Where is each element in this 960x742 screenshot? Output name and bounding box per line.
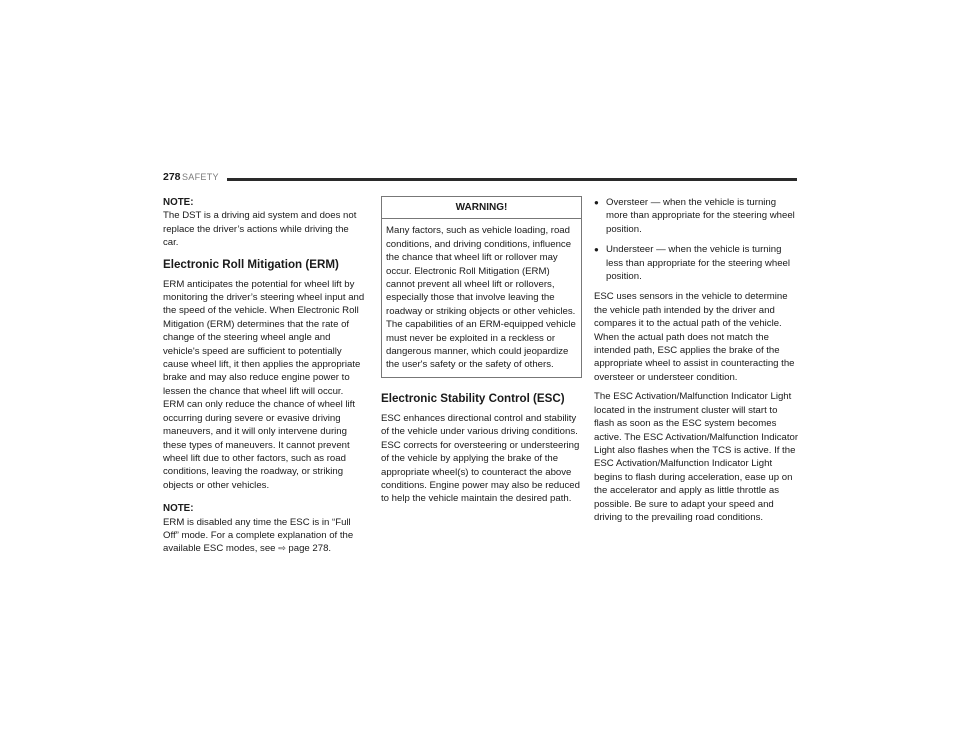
list-item <box>594 243 799 283</box>
header-rule <box>227 178 797 181</box>
warning-text: Many factors, such as vehicle loading, road conditions, and driving conditions, influence the chance that wheel lift or rollover may occur. Electronic Roll Mitigation (ERM) cannot prevent all wheel lift or rollovers, especially those that involve leaving the roadway or striking objects or other vehicles. The capabilities of an ERM-equipped vehicle must never be exploited in a reckless or dangerous manner, which could jeopardize the user's safety or the safety of others. <box>386 225 576 371</box>
column-right <box>594 196 799 530</box>
esc-heading: Electronic Stability Control (ESC) <box>381 391 565 405</box>
section-label: SAFETY <box>182 172 219 182</box>
bullet-icon: ● <box>594 198 599 207</box>
page-number: 278 <box>163 171 181 183</box>
column-middle <box>381 196 581 512</box>
note-label: NOTE: <box>163 197 194 208</box>
esc-paragraph: ESC enhances directional control and stability of the vehicle under various driving conditions. ESC corrects for oversteering or understeering of the vehicle by applying the brake of the appropriate wheel(s) to counteract the above conditions. Engine power may also be reduced to help the vehicle maintain the desired path. <box>381 412 580 505</box>
column-left <box>163 196 365 562</box>
note-text-2 <box>163 516 365 556</box>
warning-box <box>381 196 582 378</box>
esc-indicator-paragraph: The ESC Activation/Malfunction Indicator Light located in the instrument cluster will start to flash as soon as the ESC system becomes active. The ESC Activation/Malfunction Indicator Light also flashes when the TCS is active. If the ESC Activation/Malfunction Indicator Light begins to flash during acceleration, ease up on the accelerator and apply as little throttle as possible. Be sure to adapt your speed and driving to the prevailing road conditions. <box>594 391 799 523</box>
esc-sensor-paragraph: ESC uses sensors in the vehicle to determine the vehicle path intended by the driver and compares it to the actual path of the vehicle. When the actual path does not match the intended path, ESC applies the brake of the appropriate wheel to assist in counteracting the oversteer or understeer condition. <box>594 291 795 383</box>
erm-paragraph: ERM anticipates the potential for wheel lift by monitoring the driver’s steering wheel input and the speed of the vehicle. When Electronic Roll Mitigation (ERM) determines that the rate of change of the steering wheel angle and vehicle's speed are sufficient to potentially cause wheel lift, it then applies the appropriate brake and may also reduce engine power to lessen the chance that wheel lift will occur. ERM can only reduce the chance of wheel lift occurring during severe or evasive driving maneuvers, and it will only intervene during these types of maneuvers. It cannot prevent wheel lift due to other factors, such as road conditions, leaving the roadway, or striking objects or other vehicles. <box>163 278 365 491</box>
warning-title: WARNING! <box>382 197 581 219</box>
list-item <box>594 196 799 236</box>
page-ref-arrow-icon: ⇨ <box>278 543 286 554</box>
erm-heading: Electronic Roll Mitigation (ERM) <box>163 257 339 271</box>
bullet-text: Understeer — when the vehicle is turning less than appropriate for the steering wheel position. <box>606 244 790 283</box>
bullet-text: Oversteer — when the vehicle is turning more than appropriate for the steering wheel position. <box>606 197 795 235</box>
note-text-2-body: ERM is disabled any time the ESC is in “Full Off” mode. For a complete explanation of the available ESC modes, see <box>163 516 354 555</box>
page-reference-link[interactable]: page 278. <box>288 543 332 555</box>
page-header <box>163 171 797 185</box>
note-text: The DST is a driving aid system and does not replace the driver’s actions while driving the car. <box>163 210 357 249</box>
note-label-2: NOTE: <box>163 503 194 515</box>
bullet-icon: ● <box>594 245 599 255</box>
